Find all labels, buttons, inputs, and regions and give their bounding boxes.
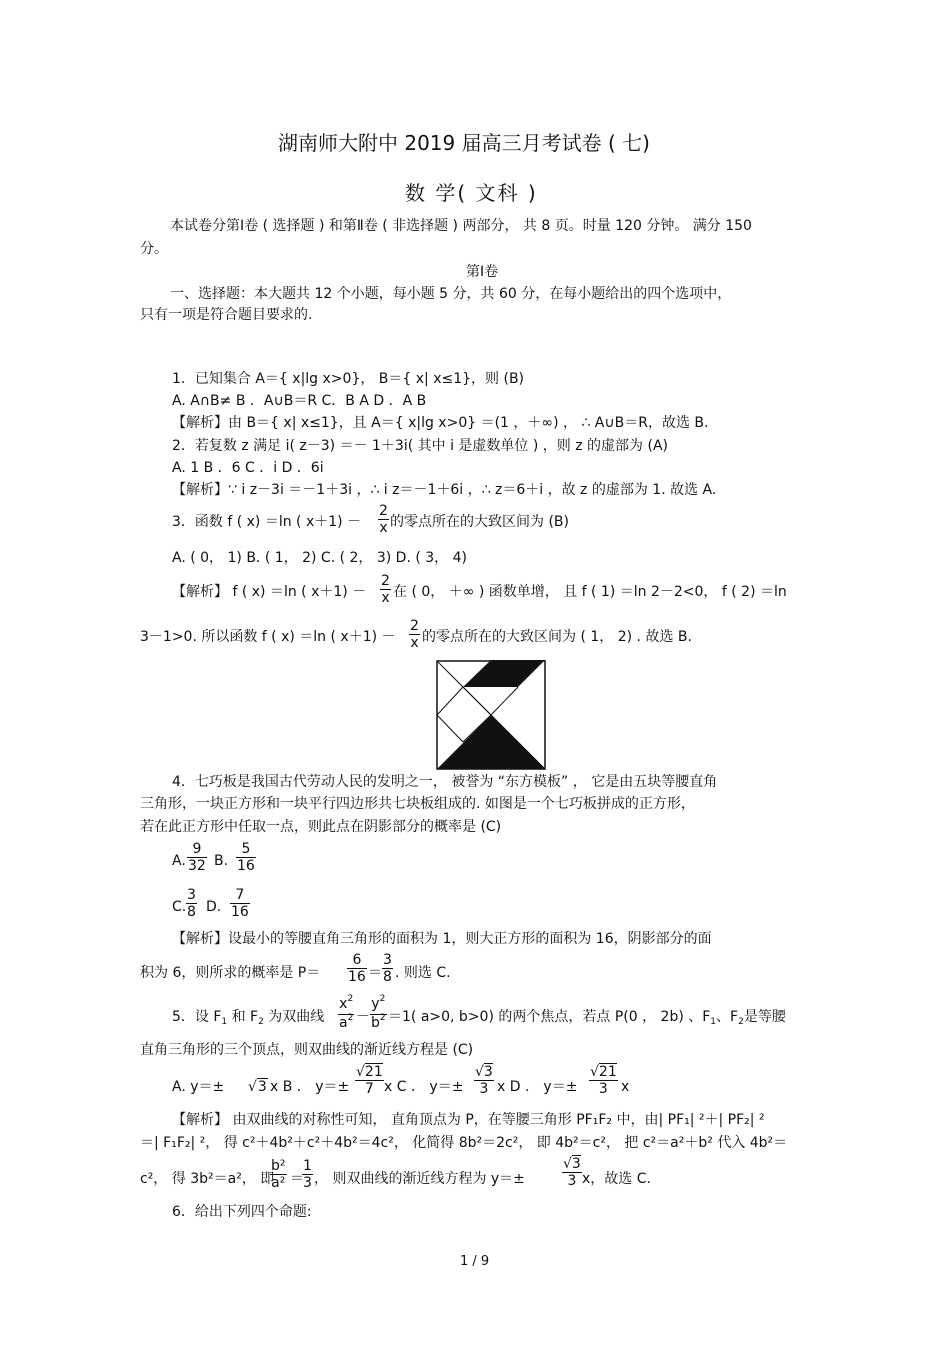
q5-hyperbola-x-term [338, 996, 354, 1033]
exam-subtitle: 数 学( 文科 ) [405, 181, 538, 205]
q3-options: A. ( 0， 1) B. ( 1， 2) C. ( 2， 3) D. ( 3， 4) [172, 550, 467, 566]
q5-analysis-frac-num-2: 1 [303, 1158, 312, 1174]
q5-stem-1a: 5．设 F [172, 1009, 222, 1025]
q5-stem-1b: 和 F [227, 1009, 259, 1025]
q4-p-fraction-1 [347, 952, 367, 985]
q4-option-d-den: 16 [231, 904, 249, 920]
tangram-figure [436, 660, 546, 770]
q5-option-a-radicand: 3 [257, 1079, 267, 1095]
q3-analysis-2a: 3－1>0. 所以函数 f ( x) ＝ln ( x＋1) － [140, 629, 396, 645]
q5-hx2: 2 [347, 994, 354, 1004]
q4-option-b-num: 5 [236, 841, 256, 858]
q4-option-b-den: 16 [237, 858, 255, 874]
q4-option-b-fraction [236, 841, 256, 874]
q2-options: A. 1 B ．6 C ．i D ．6i [172, 460, 324, 476]
q3-analysis-frac-num-1: 2 [381, 573, 390, 589]
q5-stem-1c: 为双曲线 [263, 1009, 325, 1025]
q5-analysis-frac-num-1: b² [271, 1158, 286, 1174]
q5-option-d-den: 3 [598, 1081, 608, 1097]
q5-analysis-equals: ＝ [290, 1171, 304, 1187]
q5-analysis-fraction-1 [270, 1158, 287, 1191]
q4-option-c-fraction [186, 887, 197, 920]
q5-option-c-text: x C ． y＝± [384, 1079, 464, 1095]
q2-analysis: 【解析】∵ i z－3i ＝－1＋3i ，∴ i z＝－1＋6i ，∴ z＝6＋i ，故 z 的虚部为 1. 故选 A. [172, 482, 717, 498]
q3-analysis-1a: 【解析】 f ( x) ＝ln ( x＋1) － [172, 584, 367, 600]
q3-frac-num: 2 [379, 503, 388, 519]
q4-p-num-1: 6 [347, 952, 367, 969]
q5-option-b-num: 21 [364, 1064, 383, 1080]
q5-sub-1: 1 [221, 1017, 228, 1027]
q3-frac-den: x [379, 520, 388, 536]
q5-option-d-num: 21 [598, 1064, 617, 1080]
q5-option-a: A. y＝± [172, 1079, 225, 1095]
q3-analysis-frac-den-1: x [381, 590, 390, 606]
q5-analysis-3b: ， 则双曲线的渐近线方程为 y＝± [314, 1171, 525, 1187]
q5-hx: x [339, 996, 348, 1012]
q1-analysis: 【解析】由 B＝{ x| x≤1}，且 A＝{ x|lg x>0} ＝(1 ，＋∞) ， ∴ A∪B＝R，故选 B. [172, 415, 709, 431]
q4-option-c-label: C. [172, 899, 187, 915]
q5-analysis-3c: x，故选 C. [582, 1171, 651, 1187]
q5-sub-3: 1 [710, 1017, 717, 1027]
q4-option-a-label: A. [172, 853, 186, 869]
q5-option-d-x: x [621, 1079, 630, 1095]
page-number: 1 / 9 [460, 1254, 490, 1269]
q4-option-b-label: B. [214, 853, 229, 869]
q4-p-den-1: 16 [348, 969, 366, 985]
q4-analysis-2b: . 则选 C. [395, 965, 451, 981]
q5-option-b-den: 7 [364, 1081, 374, 1097]
q5-ha: a [339, 1015, 348, 1031]
q4-stem-2: 三角形，一块正方形和一块平行四边形共七块板组成的. 如图是一个七巧板拼成的正方形， [140, 796, 695, 812]
q5-stem-1d [388, 1008, 786, 1028]
q5-ha2: 2 [347, 1013, 354, 1023]
q6-stem: 6．给出下列四个命题: [172, 1204, 312, 1220]
q4-stem-3: 若在此正方形中任取一点，则此点在阴影部分的概率是 (C) [140, 819, 502, 835]
q3-fraction [378, 503, 389, 536]
q5-minus: － [356, 1009, 370, 1025]
q5-sub-2: 2 [258, 1017, 264, 1027]
q5-analysis-fraction-3: $\frac{√3}{3}$ [563, 1156, 581, 1189]
q1-stem: 1．已知集合 A＝{ x|lg x>0}， B＝{ x| x≤1}，则 (B) [172, 371, 525, 387]
intro-line-1: 本试卷分第Ⅰ卷 ( 选择题 ) 和第Ⅱ卷 ( 非选择题 ) 两部分， 共 8 页。时量 120 分钟。 满分 150 [170, 218, 752, 234]
q5-option-b-fraction: $\frac{√21}{7}$ [356, 1064, 383, 1097]
q4-option-c-den: 8 [187, 904, 196, 920]
q5-analysis-1: 【解析】 由双曲线的对称性可知， 直角顶点为 P，在等腰三角形 PF₁F₂ 中，由| PF₁| ²＋| PF₂| ² [172, 1112, 765, 1128]
q3-analysis-frac-num-2: 2 [410, 618, 419, 634]
q5-stem-2: 直角三角形的三个顶点，则双曲线的渐近线方程是 (C) [140, 1042, 474, 1058]
q5-option-d-text: x D ． y＝± [497, 1079, 578, 1095]
q5-analysis-frac-num-3: 3 [571, 1156, 581, 1172]
q4-option-d-fraction [230, 887, 250, 920]
q5-hy: y [371, 996, 380, 1012]
q3-analysis-frac-den-2: x [410, 635, 419, 651]
q5-hb: b [371, 1015, 380, 1031]
q3-stem-a: 3．函数 f ( x) ＝ln ( x＋1) － [172, 514, 362, 530]
q5-analysis-3a: c²， 得 3b²＝a²， 即 [140, 1171, 275, 1187]
section-heading: 第Ⅰ卷 [466, 264, 499, 280]
q4-analysis-2a: 积为 6，则所求的概率是 P＝ [140, 965, 321, 981]
section-desc-1: 一、选择题：本大题共 12 个小题，每小题 5 分，共 60 分，在每小题给出的四个选项中， [170, 286, 732, 302]
q5-stem-1d-text: ＝1( a>0, b>0) 的两个焦点，若点 P(0 ， 2b) 、F [388, 1009, 711, 1025]
q4-option-d-label: D. [206, 899, 222, 915]
intro-line-2: 分。 [140, 241, 168, 257]
q4-p-fraction-2 [382, 952, 393, 985]
q5-analysis-fraction-2 [302, 1158, 313, 1191]
q5-analysis-2: ＝| F₁F₂| ²， 得 c²＋4b²＋c²＋4b²＝4c²， 化简得 8b²＝2c²， 即 4b²＝c²， 把 c²＝a²＋b² 代入 4b²＝ [140, 1135, 788, 1151]
q5-option-c-num: 3 [483, 1064, 493, 1080]
q4-option-a-den: 32 [188, 858, 206, 874]
q4-p-den-2: 8 [383, 969, 392, 985]
q4-p-equals: ＝ [368, 965, 382, 981]
q3-stem-b: 的零点所在的大致区间为 (B) [390, 514, 569, 530]
q5-stem-1 [172, 1008, 324, 1028]
q5-stem-1e: 、F [716, 1009, 739, 1025]
section-desc-2: 只有一项是符合题目要求的. [140, 307, 313, 323]
q5-analysis-frac-den-1: a² [271, 1175, 286, 1191]
q5-hy2: 2 [379, 994, 386, 1004]
q5-analysis-frac-den-3: 3 [567, 1173, 577, 1189]
q4-analysis-1: 【解析】设最小的等腰直角三角形的面积为 1，则大正方形的面积为 16，阴影部分的面 [172, 931, 712, 947]
q3-analysis-fraction-1 [380, 573, 391, 606]
q1-options: A. A∩B≠ B ．A∪B＝R C．B A D ．A B [172, 393, 427, 409]
q5-option-c-fraction: $\frac{√3}{3}$ [475, 1064, 493, 1097]
q5-stem-1f: 是等腰 [743, 1009, 786, 1025]
q5-option-d-fraction: $\frac{√21}{3}$ [590, 1064, 617, 1097]
q4-option-d-num: 7 [230, 887, 250, 904]
q5-sub-4: 2 [738, 1017, 744, 1027]
q5-hb2: 2 [379, 1013, 386, 1023]
q4-stem-1: 4．七巧板是我国古代劳动人民的发明之一， 被誉为 “东方模板” ， 它是由五块等腰直角 [172, 774, 718, 790]
q4-p-num-2: 3 [383, 952, 392, 968]
q5-option-b-text: x B ． y＝± [270, 1079, 350, 1095]
q4-option-c-num: 3 [187, 887, 196, 903]
q5-hyperbola-y-term [370, 996, 387, 1033]
q5-analysis-frac-den-2: 3 [303, 1175, 312, 1191]
q5-option-a-root: √3 [248, 1079, 267, 1095]
exam-title: 湖南师大附中 2019 届高三月考试卷 ( 七) [278, 131, 650, 155]
q5-option-c-den: 3 [479, 1081, 489, 1097]
q3-analysis-fraction-2 [409, 618, 420, 651]
q4-option-a-fraction [187, 841, 207, 874]
q4-option-a-num: 9 [187, 841, 207, 858]
q2-stem: 2．若复数 z 满足 i( z－3) ＝－ 1＋3i( 其中 i 是虚数单位 ) ，则 z 的虚部为 (A) [172, 438, 668, 454]
q3-analysis-2b: 的零点所在的大致区间为 ( 1， 2) . 故选 B. [422, 629, 692, 645]
q3-analysis-1b: 在 ( 0， ＋∞ ) 函数单增， 且 f ( 1) ＝ln 2－2<0， f ( 2) ＝ln [393, 584, 787, 600]
